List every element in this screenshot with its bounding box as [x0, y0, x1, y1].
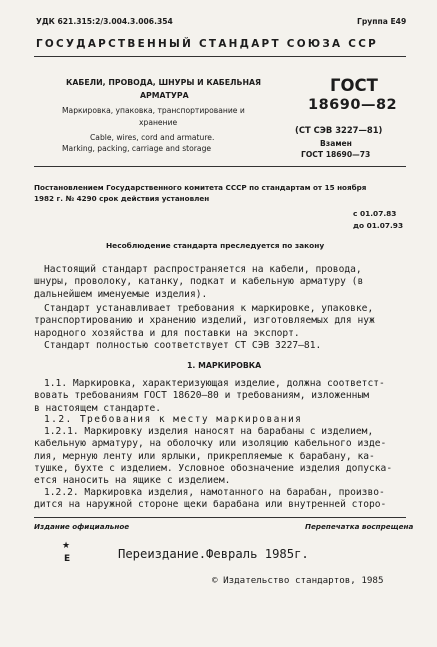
- section-paragraph-1-1: [34, 378, 406, 415]
- copyright-notice: © Издательство стандартов, 1985: [212, 575, 384, 586]
- gost-number: 18690—82: [308, 97, 398, 113]
- ru-title-line-1: КАБЕЛИ, ПРОВОДА, ШНУРЫ И КАБЕЛЬНАЯ: [66, 78, 262, 87]
- st-sev-reference: (СТ СЭВ 3227—81): [295, 125, 383, 135]
- section-title: 1. МАРКИРОВКА: [187, 361, 262, 370]
- ru-subtitle-line-1: Маркировка, упаковка, транспортирование и: [62, 106, 245, 115]
- standard-title: ГОСУДАРСТВЕННЫЙ СТАНДАРТ СОЮЗА ССР: [36, 38, 379, 50]
- text-line: шнуры, проволоку, катанку, подкат и кабельную арматуру (в: [34, 276, 364, 288]
- intro-paragraph-3: [34, 340, 406, 352]
- section-paragraph-1-2-2: [34, 487, 406, 512]
- replaces-value: ГОСТ 18690—73: [301, 150, 371, 159]
- title-rule: [34, 166, 406, 167]
- text-line: лия, мерную ленту или ярлыки, прикрепляемые к барабану, ка-: [34, 450, 375, 462]
- intro-paragraph-1: [34, 264, 406, 301]
- footer-rule: [34, 517, 406, 518]
- reissue-stamp: Переиздание.Февраль 1985г.: [118, 547, 309, 561]
- effective-to-date: до 01.07.93: [353, 221, 404, 230]
- star-icon: ★: [62, 541, 71, 551]
- text-line: народного хозяйства и для поставки на экспорт.: [34, 327, 300, 339]
- decree-line-1: Постановлением Государственного комитета СССР по стандартам от 15 ноября: [34, 183, 367, 192]
- text-line: тушке, бухте с изделием. Условное обозначение изделия допуска-: [34, 462, 393, 474]
- legal-warning: Несоблюдение стандарта преследуется по закону: [106, 241, 325, 250]
- text-line: дальнейшем именуемые изделия).: [34, 288, 208, 300]
- text-line: в настоящем стандарте.: [34, 402, 162, 414]
- section-paragraph-1-2: [34, 414, 406, 426]
- text-line: Стандарт устанавливает требования к маркировке, упаковке,: [44, 303, 374, 314]
- official-edition-label: Издание официальное: [34, 522, 130, 531]
- en-title-line-2: Marking, packing, carriage and storage: [62, 144, 212, 153]
- section-paragraph-1-2-1: [34, 426, 406, 487]
- text-line: вовать требованиям ГОСТ 18620—80 и требованиям, изложенным: [34, 390, 370, 402]
- ru-title-line-2: АРМАТУРА: [140, 91, 189, 100]
- effective-from-date: с 01.07.83: [353, 209, 397, 218]
- ru-subtitle-line-2: хранение: [139, 118, 178, 127]
- reprint-ban-label: Перепечатка воспрещена: [305, 522, 414, 531]
- decree-line-2: 1982 г. № 4290 срок действия установлен: [34, 194, 210, 203]
- text-line: 1.1. Маркировка, характеризующая изделие, должна соответст-: [44, 378, 385, 389]
- text-line: дится на наружной стороне щеки барабана или внутренней сторо-: [34, 499, 387, 511]
- text-line: ется наносить на ящике с изделием.: [34, 475, 231, 487]
- edition-letter: Е: [64, 554, 71, 564]
- text-line: 1.2.1. Маркировку изделия наносят на барабаны с изделием,: [44, 426, 374, 437]
- en-title-line-1: Cable, wires, cord and armature.: [90, 133, 215, 142]
- header-rule: [34, 56, 406, 57]
- text-line: транспортированию и хранению изделий, изготовляемых для нуж: [34, 315, 375, 327]
- text-line: Стандарт полностью соответствует СТ СЭВ 3227—81.: [44, 340, 322, 351]
- intro-paragraph-2: [34, 303, 406, 340]
- udk-code: УДК 621.315:2/3.004.3.006.354: [36, 17, 173, 26]
- group-code: Группа Е49: [357, 17, 407, 26]
- text-line: кабельную арматуру, на оболочку или изоляцию кабельного изде-: [34, 438, 387, 450]
- text-line: 1.2. Требования к месту маркирования: [44, 414, 303, 425]
- replaces-label: Взамен: [320, 139, 352, 148]
- text-line: 1.2.2. Маркировка изделия, намотанного на барабан, произво-: [44, 487, 385, 498]
- text-line: Настоящий стандарт распространяется на кабели, провода,: [44, 264, 362, 275]
- gost-label: ГОСТ: [330, 76, 378, 95]
